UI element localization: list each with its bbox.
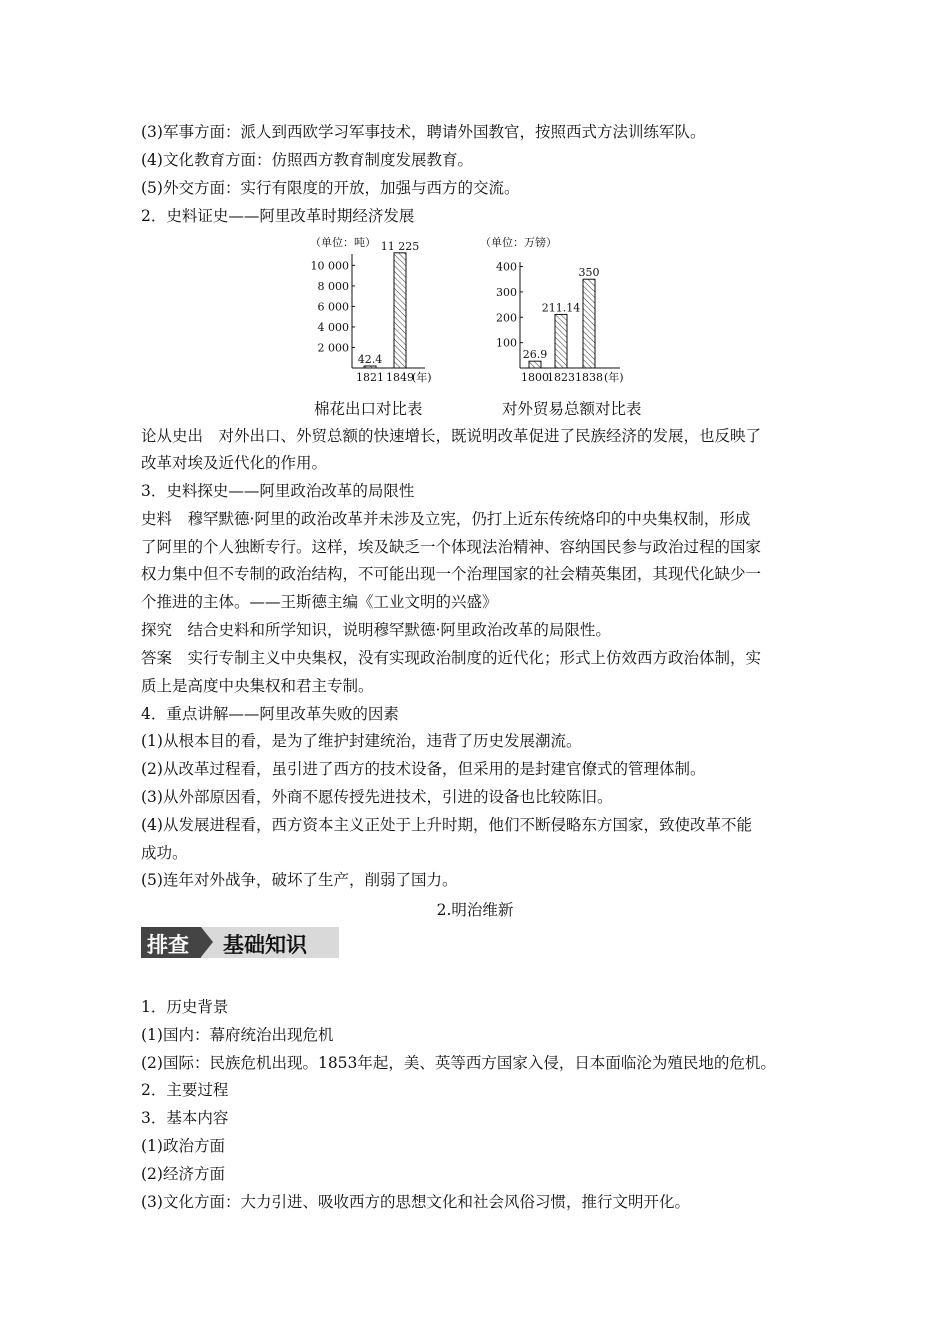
bar: [583, 279, 595, 368]
y-tick-label: 300: [496, 285, 517, 299]
chart-unit-label: （单位：吨）: [310, 236, 376, 249]
text-line: 3．史料探史——阿里政治改革的局限性: [141, 482, 415, 500]
text-line: 权力集中但不专制的政治结构，不可能出现一个治理国家的社会精英集团，其现代化缺少一: [141, 565, 762, 583]
y-tick-label: 400: [496, 260, 517, 274]
section-title: 2.明治维新: [436, 901, 514, 919]
text-line: (1)从根本目的看，是为了维护封建统治，违背了历史发展潮流。: [141, 732, 582, 750]
text-line: 2．史料证史——阿里改革时期经济发展: [141, 207, 415, 225]
bar-value-label: 350: [578, 266, 600, 280]
banner-right-label: 基础知识: [223, 933, 307, 957]
text-line: 4．重点讲解——阿里改革失败的因素: [141, 705, 399, 723]
chart-unit-label: （单位：万镑）: [480, 236, 557, 249]
cotton-export-chart: [300, 234, 460, 392]
text-line: 质上是高度中央集权和君主专制。: [141, 677, 374, 695]
text-line: 史料 穆罕默德·阿里的政治改革并未涉及立宪，仍打上近东传统烙印的中央集权制，形成: [141, 510, 751, 528]
foreign-trade-chart: [480, 234, 650, 392]
x-tick-label: 1849: [386, 371, 414, 384]
bar-value-label: 42.4: [357, 353, 383, 366]
text-line: 成功。: [141, 844, 188, 862]
y-tick-label: 2 000: [317, 341, 349, 355]
bar: [555, 314, 567, 368]
y-tick-label: 10 000: [310, 259, 349, 273]
section-banner: [141, 927, 339, 958]
bar-value-label: 11 225: [380, 239, 420, 253]
text-line: (2)经济方面: [141, 1165, 225, 1183]
text-line: (3)文化方面：大力引进、吸收西方的思想文化和社会风俗习惯，推行文明开化。: [141, 1193, 690, 1211]
x-tick-label: 1800: [521, 371, 549, 384]
bar: [364, 366, 376, 368]
y-tick-label: 8 000: [317, 279, 349, 293]
banner-arrow-icon: [201, 927, 213, 957]
y-tick-label: 200: [496, 311, 517, 325]
y-tick-label: 6 000: [317, 300, 349, 314]
text-line: (2)从改革过程看，虽引进了西方的技术设备，但采用的是封建官僚式的管理体制。: [141, 760, 706, 778]
text-line: (5)连年对外战争，破坏了生产，削弱了国力。: [141, 871, 458, 889]
x-axis-suffix: (年): [412, 371, 432, 384]
text-line: 探究 结合史料和所学知识，说明穆罕默德·阿里政治改革的局限性。: [141, 621, 611, 639]
bar-value-label: 211.14: [541, 301, 581, 315]
text-line: (3)从外部原因看，外商不愿传授先进技术，引进的设备也比较陈旧。: [141, 788, 613, 806]
text-line: (4)文化教育方面：仿照西方教育制度发展教育。: [141, 151, 473, 169]
text-line: (5)外交方面：实行有限度的开放，加强与西方的交流。: [141, 179, 520, 197]
bar: [394, 253, 406, 368]
text-line: (3)军事方面：派人到西欧学习军事技术，聘请外国教官，按照西式方法训练军队。: [141, 123, 706, 141]
bar-value-label: 26.9: [522, 348, 548, 362]
text-line: 了阿里的个人独断专行。这样，埃及缺乏一个体现法治精神、容纳国民参与政治过程的国家: [141, 538, 762, 556]
text-line: (1)国内：幕府统治出现危机: [141, 1026, 334, 1044]
bar: [529, 361, 541, 368]
text-line: (4)从发展进程看，西方资本主义正处于上升时期，他们不断侵略东方国家，致使改革不能: [141, 816, 752, 834]
text-line: 答案 实行专制主义中央集权，没有实现政治制度的近代化；形式上仿效西方政治体制，实: [141, 649, 762, 667]
text-line: (1)政治方面: [141, 1137, 225, 1155]
text-line: 改革对埃及近代化的作用。: [141, 454, 328, 472]
chart-caption-cotton: 棉花出口对比表: [314, 400, 423, 418]
text-line: 3．基本内容: [141, 1109, 229, 1127]
x-tick-label: 1823: [547, 371, 575, 384]
banner-left-label: 排查: [147, 933, 189, 957]
text-line: 论从史出 对外出口、外贸总额的快速增长，既说明改革促进了民族经济的发展，也反映了: [141, 427, 762, 445]
y-tick-label: 4 000: [317, 320, 349, 334]
y-tick-label: 100: [496, 336, 517, 350]
text-line: 1．历史背景: [141, 998, 229, 1016]
text-line: 2．主要过程: [141, 1081, 229, 1099]
text-line: 个推进的主体。——王斯德主编《工业文明的兴盛》: [141, 593, 498, 611]
chart-caption-trade: 对外贸易总额对比表: [502, 400, 642, 418]
x-axis-suffix: (年): [604, 371, 624, 384]
text-line: (2)国际：民族危机出现。1853年起，美、英等西方国家入侵，日本面临沦为殖民地的危机。: [141, 1054, 776, 1072]
x-tick-label: 1838: [575, 371, 603, 384]
x-tick-label: 1821: [356, 371, 384, 384]
